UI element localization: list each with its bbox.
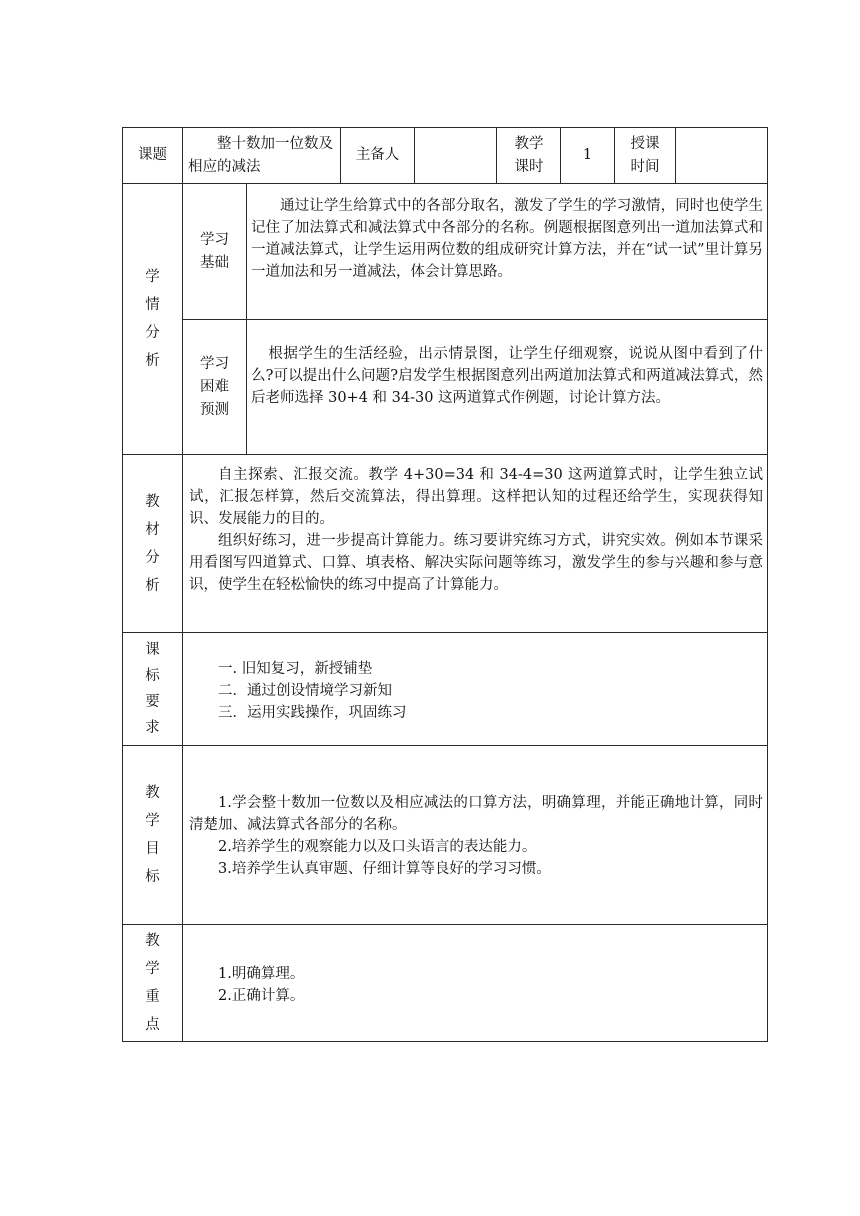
time-label: 授课时间: [630, 135, 660, 175]
time-value: [676, 128, 767, 183]
list-item: 1.学会整十数加一位数以及相应减法的口算方法，明确算理，并能正确地计算，同时清楚加、减法算式各部分的名称。: [189, 795, 763, 833]
curriculum-requirements-label: 课标要求: [145, 642, 160, 736]
learning-basis-label: 学习基础: [200, 231, 229, 271]
curriculum-requirements-list: [189, 658, 763, 724]
learning-difficulty-text: 根据学生的生活经验，出示情景图，让学生仔细观察，说说从图中看到了什么?可以提出什么问题?启发学生根据图意列出两道加法算式和两道减法算式，然后老师选择 30+4 和 34-30 这两道算式作例题，讨论计算方法。: [251, 346, 763, 406]
hours-label: 教学课时: [514, 135, 544, 175]
list-item: 3.培养学生认真审题、仔细计算等良好的学习习惯。: [218, 861, 551, 877]
key-points-label: 教学重点: [145, 933, 160, 1033]
key-points-list: [189, 963, 763, 1007]
list-item: 二．通过创设情境学习新知: [218, 683, 392, 699]
preparer-value: [415, 128, 496, 183]
teaching-goals-list: [189, 792, 763, 880]
list-item: 2.正确计算。: [218, 988, 305, 1004]
material-analysis-text: [189, 464, 763, 596]
material-paragraph-1: 自主探索、汇报交流。教学 4+30=34 和 34-4=30 这两道算式时，让学生独立试试，汇报怎样算，然后交流算法，得出算理。这样把认知的过程还给学生，实现获得知识、发展能力的目的。: [189, 467, 763, 527]
preparer-label: 主备人: [355, 147, 400, 163]
teaching-goals-label: 教学目标: [145, 785, 160, 885]
list-item: 1.明确算理。: [218, 966, 305, 982]
learning-difficulty-label: 学习困难预测: [200, 355, 229, 418]
subject-label: 课题: [138, 147, 167, 163]
hours-value: 1: [582, 147, 593, 163]
learning-analysis-label: 学情分析: [145, 269, 160, 369]
subject-value: 整十数加一位数及相应的减法: [188, 135, 333, 175]
list-item: 三．运用实践操作，巩固练习: [218, 705, 407, 721]
list-item: 一. 旧知复习，新授铺垫: [218, 661, 373, 677]
material-analysis-label: 教材分析: [145, 493, 160, 594]
learning-basis-text: 通过让学生给算式中的各部分取名，激发了学生的学习激情，同时也使学生记住了加法算式和减法算式中各部分的名称。例题根据图意列出一道加法算式和一道减法算式，让学生运用两位数的组成研究计算方法，并在“试一试”里计算另一道加法和另一道减法，体会计算思路。: [251, 198, 763, 280]
list-item: 2.培养学生的观察能力以及口头语言的表达能力。: [218, 839, 537, 855]
material-paragraph-2: 组织好练习，进一步提高计算能力。练习要讲究练习方式，讲究实效。例如本节课采用看图写四道算式、口算、填表格、解决实际问题等练习，激发学生的参与兴趣和参与意识，使学生在轻松愉快的练习中提高了计算能力。: [189, 533, 763, 593]
